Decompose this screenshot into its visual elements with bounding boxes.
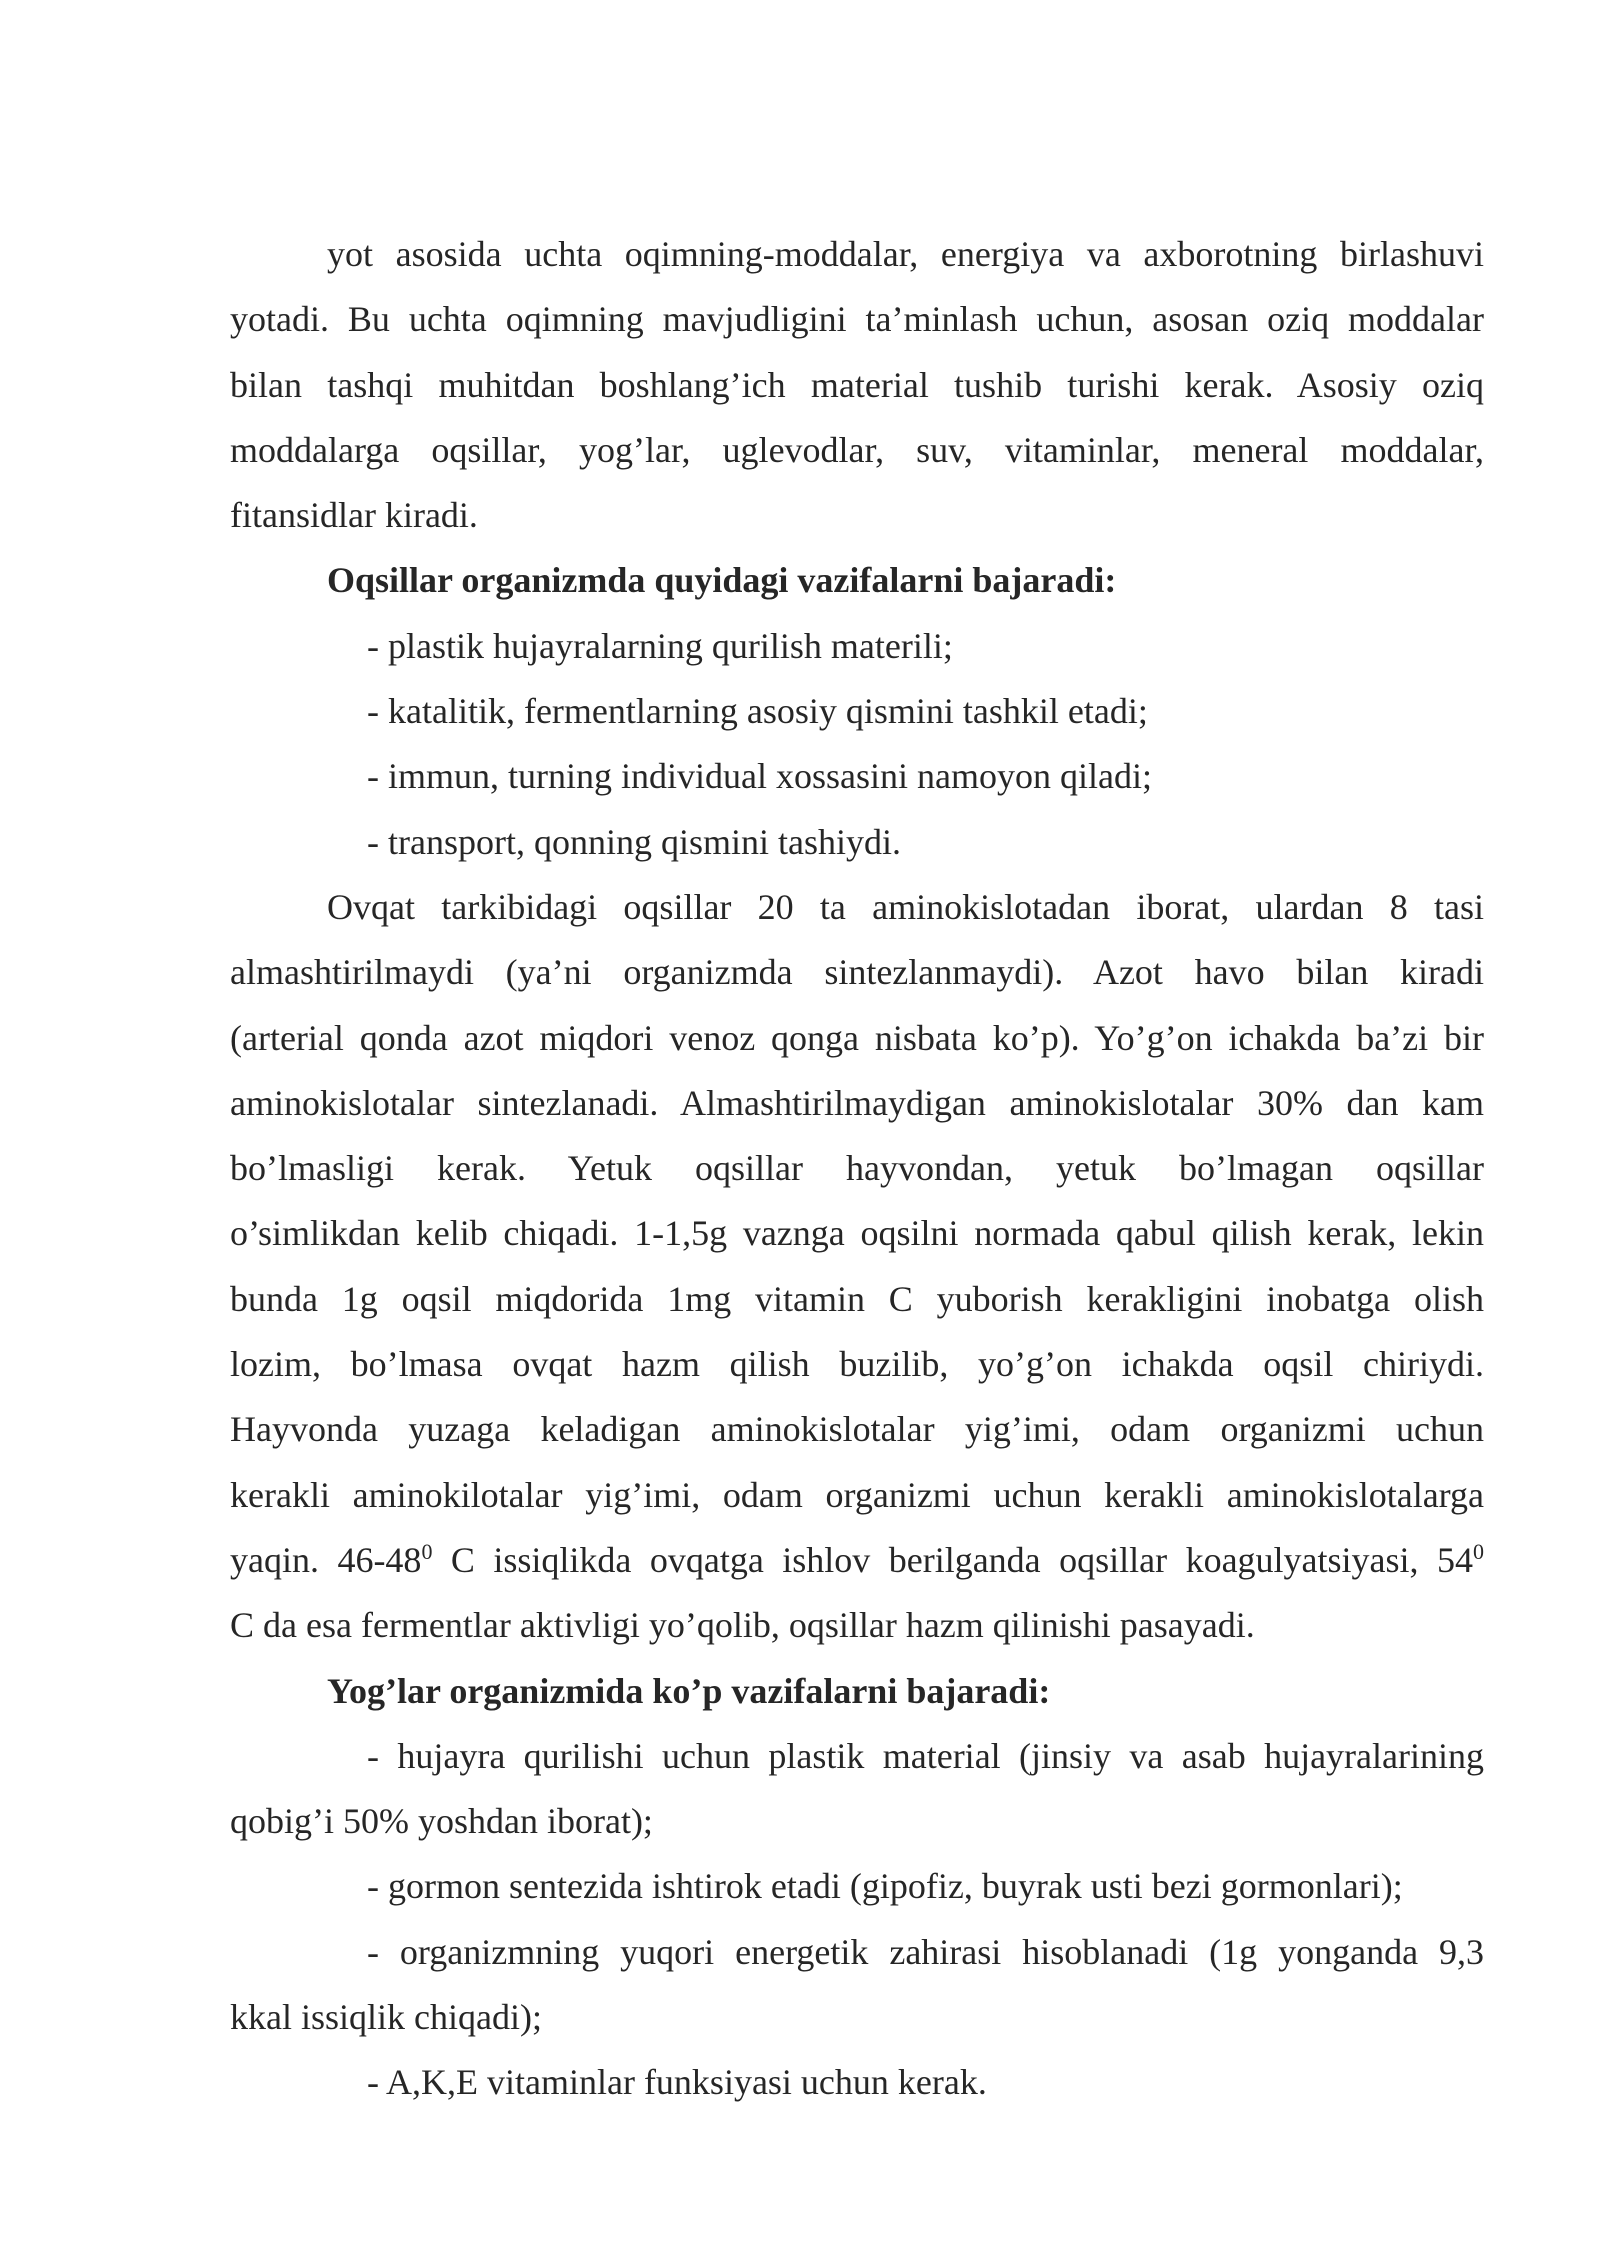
text-line: aminokislotalar sintezlanadi. Almashtirilmaydigan aminokislotalar 30% dan kam — [230, 1082, 1484, 1123]
text-line: moddalarga oqsillar, yog’lar, uglevodlar, suv, vitaminlar, meneral moddalar, — [230, 429, 1484, 470]
intro-paragraph — [230, 222, 1484, 548]
text-line: lozim, bo’lmasa ovqat hazm qilish buzilib, yo’g’on ichakda oqsil chiriydi. — [230, 1344, 1484, 1385]
proteins-heading: Oqsillar organizmda quyidagi vazifalarni bajaradi: — [327, 560, 1117, 601]
text-line: almashtirilmaydi (ya’ni organizmda sintezlanmaydi). Azot havo bilan kiradi — [230, 952, 1484, 993]
fat-function-item: - gormon sentezida ishtirok etadi (gipofiz, buyrak usti bezi gormonlari); — [367, 1866, 1403, 1907]
protein-function-item: - katalitik, fermentlarning asosiy qismini tashkil etadi; — [367, 691, 1148, 732]
degree-superscript: 0 — [1473, 1538, 1484, 1564]
degree-superscript: 0 — [421, 1538, 433, 1564]
text-line: Ovqat tarkibidagi oqsillar 20 ta aminokislotadan iborat, ulardan 8 tasi — [327, 886, 1484, 927]
fat-function-item: - A,K,E vitaminlar funksiyasi uchun kerak. — [367, 2062, 987, 2103]
fat-function-item — [230, 1724, 1484, 1855]
temperature-line — [230, 1528, 1484, 1593]
text-line: yot asosida uchta oqimning-moddalar, energiya va axborotning birlashuvi — [327, 234, 1484, 274]
text-line: C da esa fermentlar aktivligi yo’qolib, oqsillar hazm qilinishi pasayadi. — [230, 1605, 1255, 1646]
protein-function-item: - immun, turning individual xossasini namoyon qiladi; — [367, 756, 1152, 797]
text-line: bo’lmasligi kerak. Yetuk oqsillar hayvondan, yetuk bo’lmagan oqsillar — [230, 1148, 1484, 1189]
text-line: kkal issiqlik chiqadi); — [230, 1997, 542, 2038]
fat-function-item — [230, 1920, 1484, 2051]
text-line: kerakli aminokilotalar yig’imi, odam organizmi uchun kerakli aminokislotalarga — [230, 1474, 1484, 1515]
text-line: fitansidlar kiradi. — [230, 495, 478, 536]
document-page — [230, 222, 1484, 2116]
text-line: - organizmning yuqori energetik zahirasi hisoblanadi (1g yonganda 9,3 — [367, 1931, 1484, 1972]
text-line: bilan tashqi muhitdan boshlang’ich material tushib turishi kerak. Asosiy oziq — [230, 364, 1484, 405]
temperature-text: yaqin. 46-48 — [230, 1539, 422, 1580]
protein-function-item: - transport, qonning qismini tashiydi. — [367, 821, 901, 862]
text-line: o’simlikdan kelib chiqadi. 1-1,5g vaznga oqsilni normada qabul qilish kerak, lekin — [230, 1213, 1484, 1254]
protein-function-item: - plastik hujayralarning qurilish materili; — [367, 625, 953, 666]
fats-heading: Yog’lar organizmida ko’p vazifalarni bajaradi: — [327, 1670, 1051, 1711]
proteins-paragraph — [230, 875, 1484, 1659]
temperature-text: C issiqlikda ovqatga ishlov berilganda oqsillar koagulyatsiyasi, 54 — [432, 1539, 1473, 1580]
text-line: bunda 1g oqsil miqdorida 1mg vitamin C yuborish kerakligini inobatga olish — [230, 1278, 1484, 1319]
text-line: qobig’i 50% yoshdan iborat); — [230, 1801, 653, 1842]
text-line: - hujayra qurilishi uchun plastik material (jinsiy va asab hujayralarining — [367, 1735, 1484, 1776]
text-line: yotadi. Bu uchta oqimning mavjudligini ta’minlash uchun, asosan oziq moddalar — [230, 299, 1484, 340]
text-line: Hayvonda yuzaga keladigan aminokislotalar yig’imi, odam organizmi uchun — [230, 1409, 1484, 1450]
text-line: (arterial qonda azot miqdori venoz qonga nisbata ko’p). Yo’g’on ichakda ba’zi bir — [230, 1017, 1484, 1058]
